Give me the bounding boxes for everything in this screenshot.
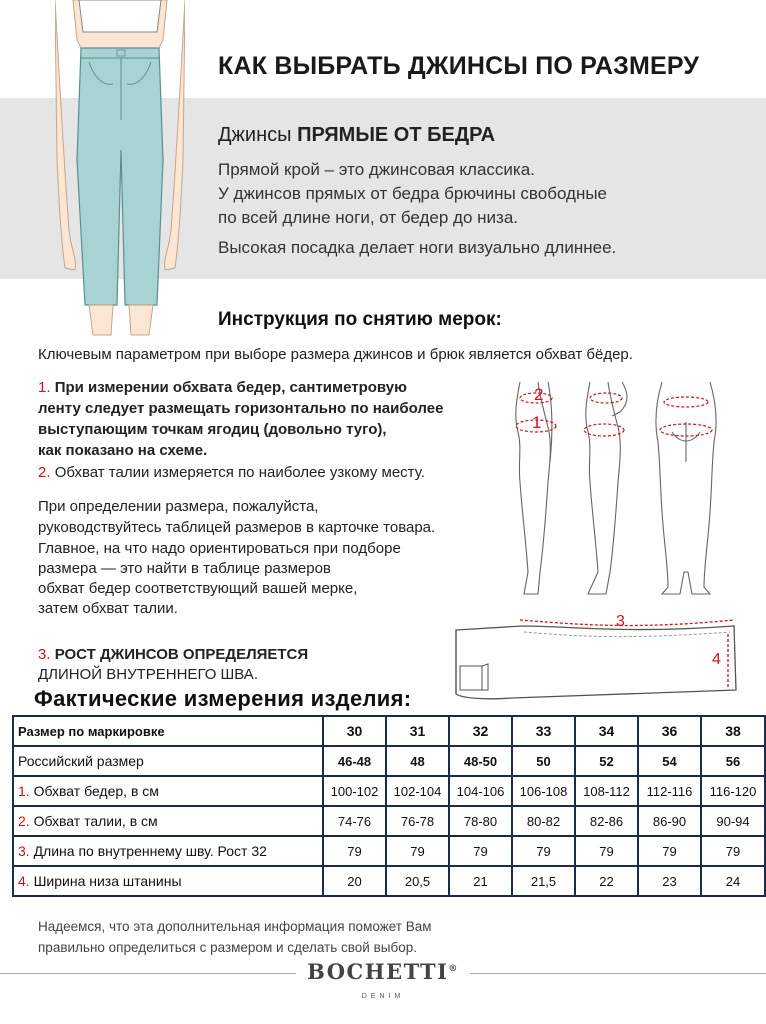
row-label <box>13 776 323 806</box>
table-cell: 21 <box>449 866 512 896</box>
diagram-label-3: 3 <box>616 613 625 630</box>
table-cell: 78-80 <box>449 806 512 836</box>
model-jeans-illustration <box>55 0 185 345</box>
table-cell: 104-106 <box>449 776 512 806</box>
product-subtitle <box>218 124 495 147</box>
table-row <box>13 866 765 896</box>
diagram-label-2: 2 <box>534 385 544 404</box>
diagram-label-1: 1 <box>532 413 542 432</box>
row-label-text: Обхват талии, в см <box>33 813 158 829</box>
table-cell: 82-86 <box>575 806 638 836</box>
desc-line-4: Высокая посадка делает ноги визуально длиннее. <box>218 238 617 257</box>
table-cell: 46-48 <box>323 746 386 776</box>
advice-line-4: размера — это найти в таблице размеров <box>38 560 331 577</box>
table-cell: 74-76 <box>323 806 386 836</box>
advice-line-3: Главное, на что надо ориентироваться при подборе <box>38 540 401 557</box>
table-cell: 80-82 <box>512 806 575 836</box>
size-cell: 38 <box>701 716 765 746</box>
step2-line <box>38 462 425 483</box>
table-row <box>13 746 765 776</box>
table-cell: 106-108 <box>512 776 575 806</box>
size-cell: 34 <box>575 716 638 746</box>
table-cell: 79 <box>638 836 701 866</box>
footer-note <box>38 916 432 958</box>
table-cell: 79 <box>512 836 575 866</box>
desc-line-2: У джинсов прямых от бедра брючины свободные <box>218 184 608 203</box>
table-cell: 48-50 <box>449 746 512 776</box>
brand-subtitle: DENIM <box>361 993 405 1000</box>
advice-line-5: обхват бедер соответствующий вашей мерке, <box>38 580 358 597</box>
instructions-intro: Ключевым параметром при выборе размера джинсов и брюк является обхват бёдер. <box>38 346 633 363</box>
table-cell: 90-94 <box>701 806 765 836</box>
table-row <box>13 776 765 806</box>
row-num: 4. <box>18 873 30 889</box>
subtitle-prefix: Джинсы <box>218 124 292 146</box>
table-cell: 23 <box>638 866 701 896</box>
row-label <box>13 806 323 836</box>
row-label-text: Ширина низа штанины <box>33 873 182 889</box>
instructions-title: Инструкция по снятию мерок: <box>218 309 502 330</box>
table-cell: 24 <box>701 866 765 896</box>
step1-line-4: как показано на схеме. <box>38 442 208 459</box>
step1-line-2: ленту следует размещать горизонтально по наиболее <box>38 400 444 417</box>
advice-line-1: При определении размера, пожалуйста, <box>38 498 319 515</box>
table-cell: 54 <box>638 746 701 776</box>
table-cell: 52 <box>575 746 638 776</box>
jeans-leg-diagram <box>452 612 746 700</box>
table-header-row <box>13 716 765 746</box>
size-cell: 33 <box>512 716 575 746</box>
brand-logo <box>296 959 470 984</box>
step1-line-3: выступающим точкам ягодиц (довольно туго), <box>38 421 387 438</box>
step3-line-2: ДЛИНОЙ ВНУТРЕННЕГО ШВА. <box>38 666 258 683</box>
diagram-label-4: 4 <box>712 651 721 668</box>
measurements-title: Фактические измерения изделия: <box>34 686 412 711</box>
brand-name: BOCHETTI <box>307 959 449 984</box>
desc-line-3: по всей длине ноги, от бедер до низа. <box>218 208 519 227</box>
table-cell: 22 <box>575 866 638 896</box>
table-row <box>13 836 765 866</box>
table-cell: 112-116 <box>638 776 701 806</box>
table-cell: 79 <box>575 836 638 866</box>
row-label <box>13 866 323 896</box>
row-label-text: Обхват бедер, в см <box>33 783 159 799</box>
footer-line-2: правильно определиться с размером и сделать свой выбор. <box>38 940 417 955</box>
table-cell: 20,5 <box>386 866 449 896</box>
brand-mark: ® <box>448 964 459 974</box>
table-cell: 20 <box>323 866 386 896</box>
size-cell: 32 <box>449 716 512 746</box>
brand-divider-left <box>0 973 296 974</box>
step3-line-1 <box>38 644 308 665</box>
table-cell: 116-120 <box>701 776 765 806</box>
page-title: КАК ВЫБРАТЬ ДЖИНСЫ ПО РАЗМЕРУ <box>218 52 700 80</box>
header-label-cell: Размер по маркировке <box>13 716 323 746</box>
step3-num: 3. <box>38 646 51 663</box>
table-row <box>13 806 765 836</box>
step1-text-1: При измерении обхвата бедер, сантиметровую <box>54 379 407 396</box>
table-cell: 21,5 <box>512 866 575 896</box>
row-label-text: Длина по внутреннему шву. Рост 32 <box>33 843 267 859</box>
advice-line-2: руководствуйтесь таблицей размеров в карточке товара. <box>38 519 436 536</box>
footer-line-1: Надеемся, что эта дополнительная информация поможет Вам <box>38 919 432 934</box>
table-cell: 56 <box>701 746 765 776</box>
size-cell: 36 <box>638 716 701 746</box>
row-num: 2. <box>18 813 30 829</box>
table-cell: 108-112 <box>575 776 638 806</box>
table-cell: 86-90 <box>638 806 701 836</box>
row-label: Российский размер <box>13 746 323 776</box>
size-cell: 31 <box>386 716 449 746</box>
table-cell: 79 <box>386 836 449 866</box>
row-label <box>13 836 323 866</box>
size-cell: 30 <box>323 716 386 746</box>
table-cell: 50 <box>512 746 575 776</box>
table-cell: 102-104 <box>386 776 449 806</box>
row-num: 3. <box>18 843 30 859</box>
step2-text: Обхват талии измеряется по наиболее узкому месту. <box>54 464 425 481</box>
table-cell: 100-102 <box>323 776 386 806</box>
desc-line-1: Прямой крой – это джинсовая классика. <box>218 160 535 179</box>
table-cell: 79 <box>323 836 386 866</box>
advice-line-6: затем обхват талии. <box>38 600 178 617</box>
step1-num: 1. <box>38 379 51 396</box>
step3-text-1: РОСТ ДЖИНСОВ ОПРЕДЕЛЯЕТСЯ <box>54 646 309 663</box>
table-cell: 79 <box>449 836 512 866</box>
step1-line-1 <box>38 377 407 398</box>
size-table <box>12 715 766 897</box>
step2-num: 2. <box>38 464 51 481</box>
subtitle-bold: ПРЯМЫЕ ОТ БЕДРА <box>297 124 496 146</box>
brand-divider-right <box>470 973 766 974</box>
table-cell: 76-78 <box>386 806 449 836</box>
table-cell: 48 <box>386 746 449 776</box>
body-measurement-diagram <box>490 372 730 602</box>
table-cell: 79 <box>701 836 765 866</box>
row-num: 1. <box>18 783 30 799</box>
